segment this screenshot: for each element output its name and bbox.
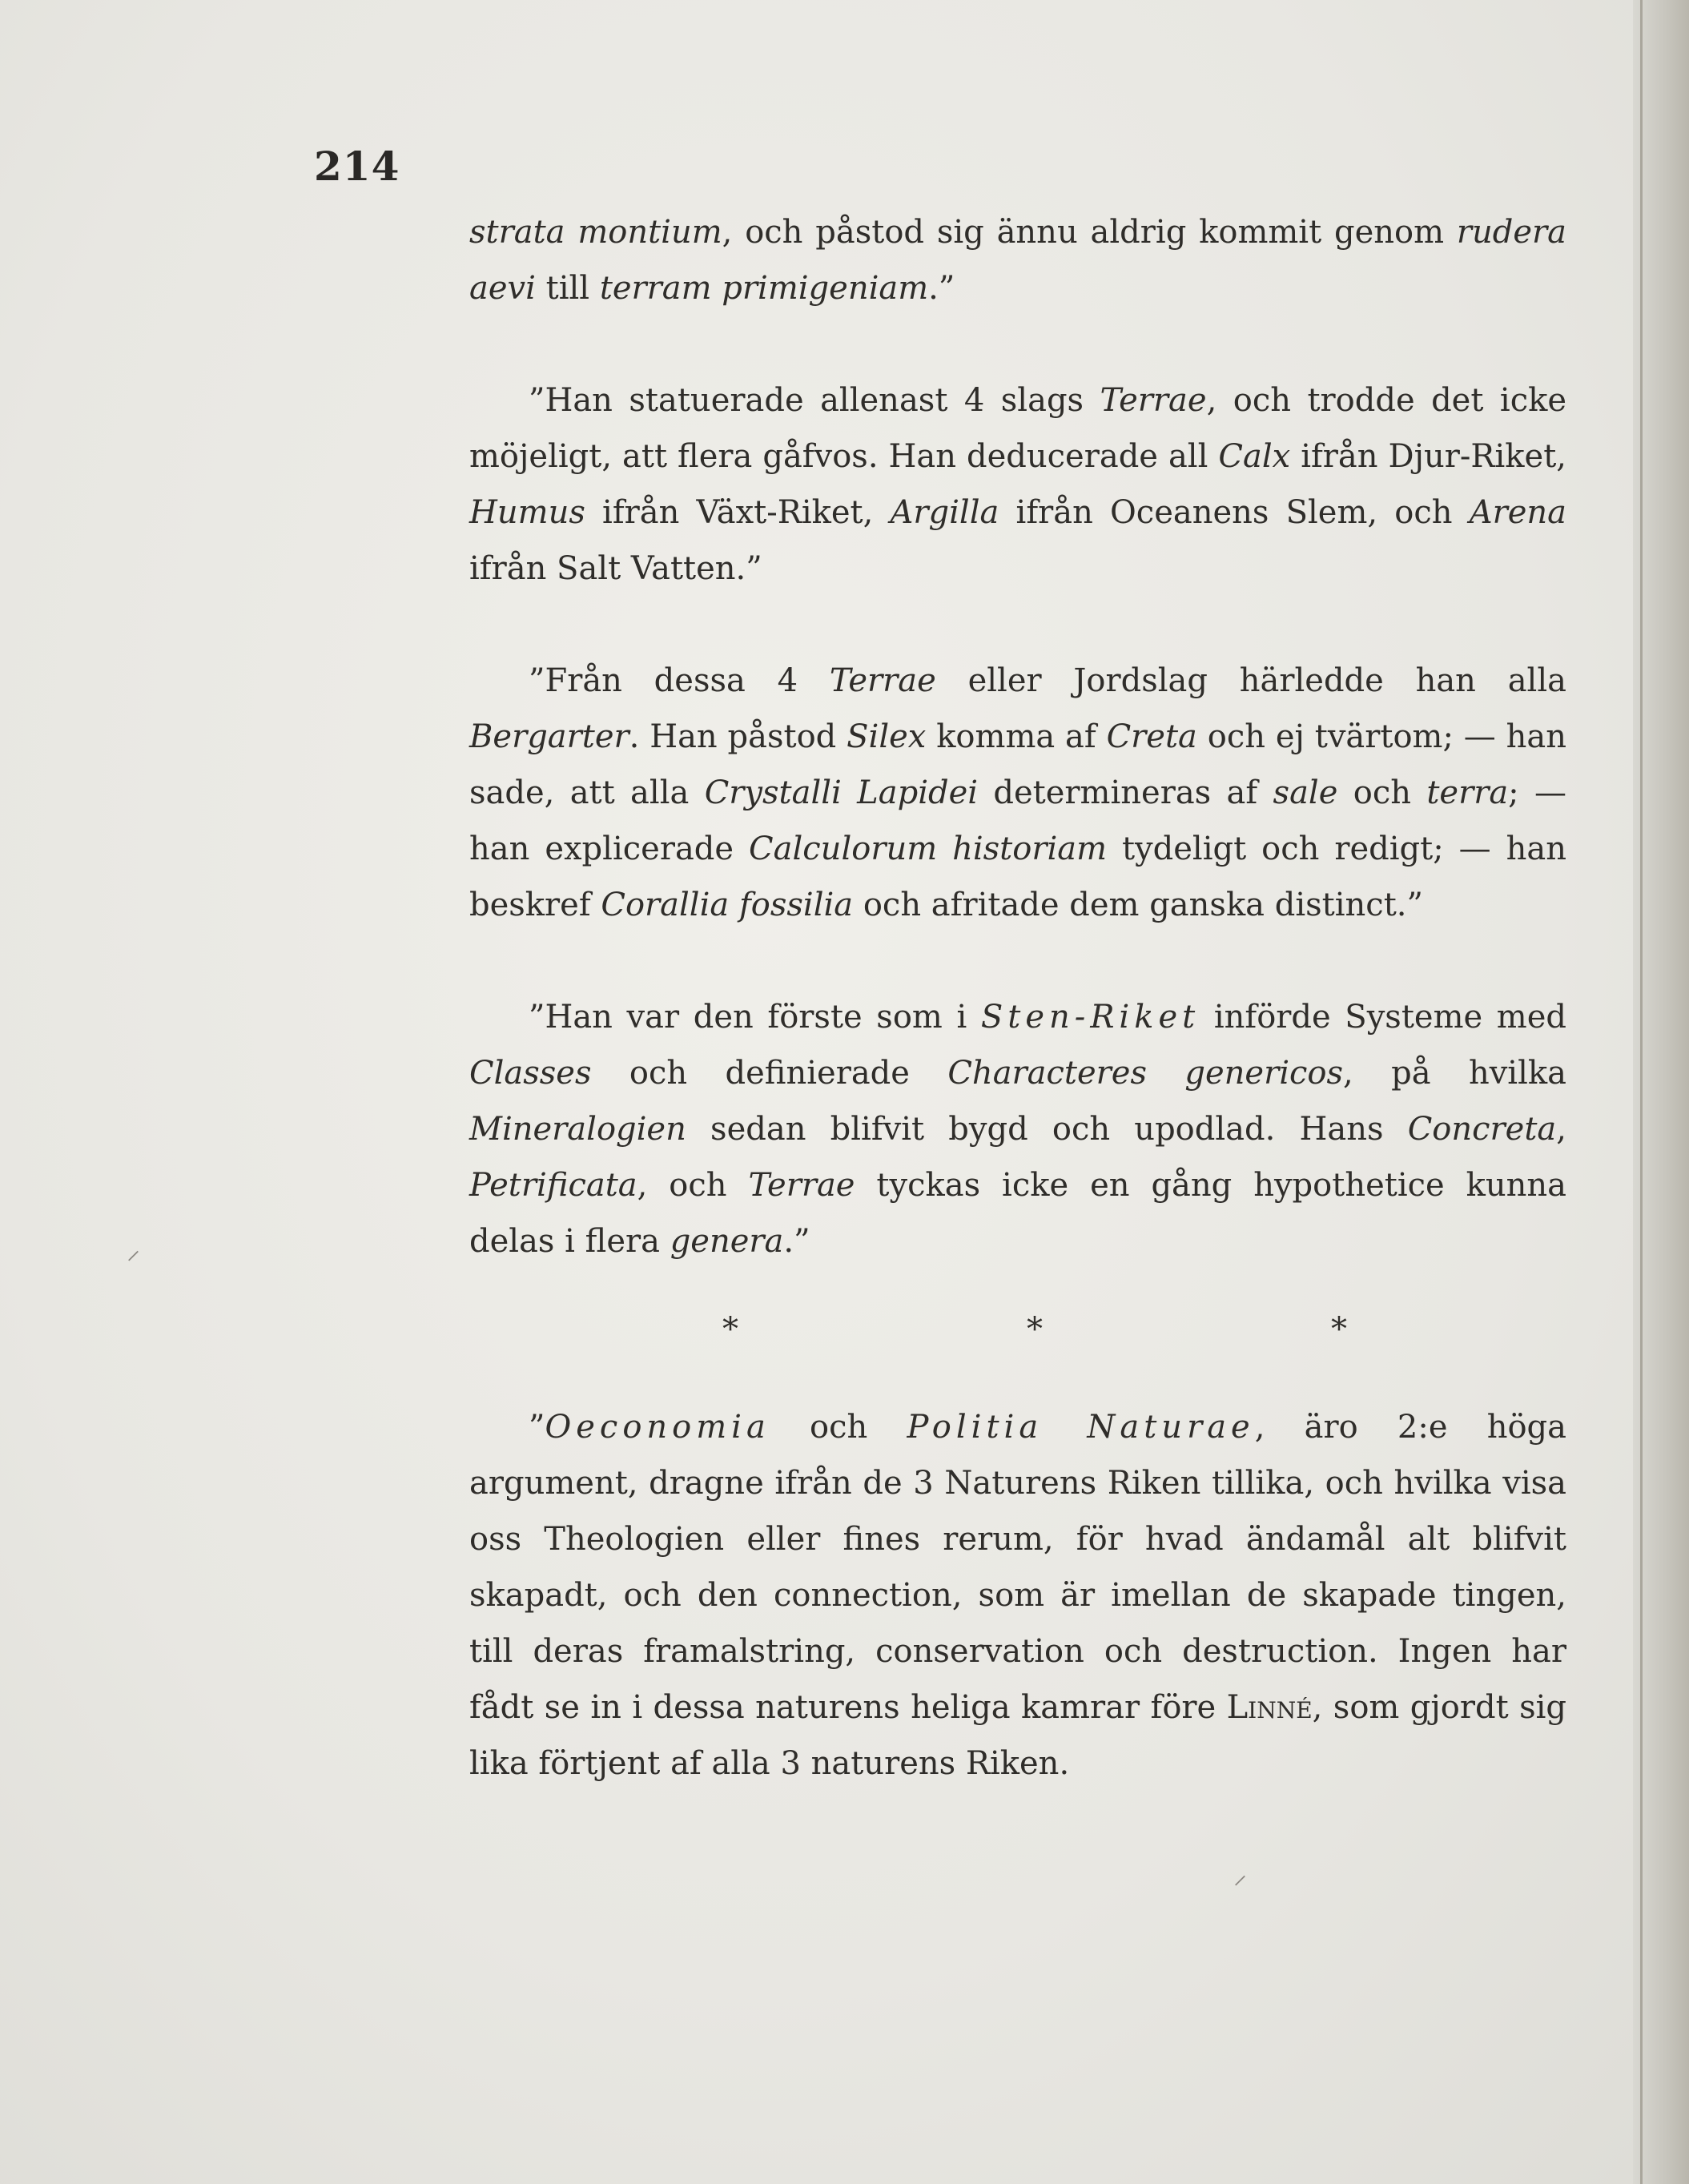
text-segment: sale — [1273, 774, 1338, 811]
text-segment: terram primigeniam — [599, 270, 929, 307]
text-segment: och — [770, 1409, 907, 1446]
text-segment: determineras af — [978, 774, 1273, 811]
text-segment: Mineralogien — [469, 1111, 686, 1148]
separator-star-3: * — [1331, 1311, 1347, 1348]
text-segment: ; — han explicerade — [469, 774, 1566, 867]
paragraph-3 — [469, 653, 1566, 933]
text-segment: Calculorum historiam — [749, 831, 1108, 867]
text-segment: rudera aevi — [469, 214, 1567, 307]
text-segment: ifrån Salt Vatten.” — [469, 550, 762, 587]
section-separator — [722, 1301, 1347, 1357]
text-segment: och afritade dem ganska distinct.” — [853, 887, 1423, 923]
text-segment: Petrificata — [469, 1167, 637, 1204]
text-segment: Crystalli Lapidei — [704, 774, 979, 811]
text-segment: tydeligt och redigt; — han beskref — [469, 831, 1566, 923]
text-segment: terra — [1426, 774, 1509, 811]
text-segment: och definierade — [591, 1055, 948, 1092]
text-segment: Silex — [847, 718, 927, 755]
text-segment: Linné — [1226, 1689, 1313, 1726]
text-segment: strata montium — [469, 214, 722, 251]
separator-star-2: * — [1027, 1311, 1043, 1348]
text-segment: ”Han var den förste som i — [529, 999, 981, 1036]
text-segment: ifrån Oceanens Slem, och — [999, 494, 1470, 531]
text-segment: ”Han statuerade allenast 4 slags — [529, 382, 1100, 419]
text-segment: ifrån Djur-Riket, — [1290, 438, 1566, 475]
text-segment: Oeconomia — [545, 1409, 770, 1446]
text-segment: eller Jordslag härledde han alla — [935, 662, 1566, 699]
text-segment: Sten-Riket — [980, 999, 1200, 1036]
text-segment: införde Systeme med — [1200, 999, 1566, 1036]
text-segment: genera — [670, 1223, 784, 1260]
text-segment: Characteres genericos — [947, 1055, 1344, 1092]
paragraph-1 — [469, 204, 1566, 316]
text-segment: tyckas icke en gång hypothetice kunna delas i flera — [469, 1167, 1566, 1260]
text-segment: och — [1337, 774, 1427, 811]
text-segment: till — [535, 270, 600, 307]
text-segment: , på hvilka — [1343, 1055, 1566, 1092]
body-text — [469, 204, 1566, 1848]
text-segment: Calx — [1218, 438, 1291, 475]
text-segment: Politia Naturae — [907, 1409, 1255, 1446]
text-segment: Creta — [1106, 718, 1197, 755]
text-segment: , — [1556, 1111, 1566, 1148]
text-segment: Argilla — [890, 494, 999, 531]
text-segment: Terrae — [1100, 382, 1207, 419]
text-segment: Corallia fossilia — [601, 887, 854, 923]
text-segment: , äro 2:e höga argument, dragne ifrån de 3 Naturens Riken tillika, och hvilka visa oss Theologien eller fines rerum, för hvad ändamål alt blifvit skapadt, och den connection, som är imellan de skapade tingen, till deras framalstring, conservation och destruction. Ingen har fådt se in i dessa naturens heliga kamrar före — [469, 1409, 1566, 1726]
text-segment: Bergarter — [469, 718, 629, 755]
text-segment: Concreta — [1407, 1111, 1557, 1148]
text-segment: och ej tvärtom; — han sade, att alla — [469, 718, 1567, 811]
text-segment: Terrae — [829, 662, 936, 699]
paragraph-5 — [469, 1399, 1566, 1792]
text-segment: , och — [637, 1167, 749, 1204]
paper-mark: ⸍ — [127, 1245, 140, 1277]
text-segment: Classes — [469, 1055, 592, 1092]
paragraph-4 — [469, 989, 1566, 1269]
text-segment: . Han påstod — [629, 718, 847, 755]
text-segment: ”Från dessa 4 — [529, 662, 830, 699]
paragraph-2 — [469, 372, 1566, 597]
text-segment: .” — [928, 270, 955, 307]
text-segment: .” — [783, 1223, 810, 1260]
text-segment: Terrae — [748, 1167, 855, 1204]
text-segment: Arena — [1469, 494, 1566, 531]
paper-mark: ⸍ — [1233, 1870, 1247, 1902]
separator-star-1: * — [722, 1311, 738, 1348]
text-segment: komma af — [926, 718, 1107, 755]
text-segment: , och påstod sig ännu aldrig kommit genom — [722, 214, 1457, 251]
page-number: 214 — [314, 143, 400, 190]
text-segment: ifrån Växt-Riket, — [585, 494, 891, 531]
text-segment: , som gjordt sig lika förtjent af alla 3 naturens Riken. — [469, 1689, 1566, 1782]
text-segment: ” — [529, 1409, 545, 1446]
page-edge-line — [1640, 0, 1643, 2184]
text-segment: , och trodde det icke möjeligt, att flera gåfvos. Han deducerade all — [469, 382, 1566, 475]
text-segment: Humus — [469, 494, 585, 531]
text-segment: sedan blifvit bygd och upodlad. Hans — [686, 1111, 1408, 1148]
